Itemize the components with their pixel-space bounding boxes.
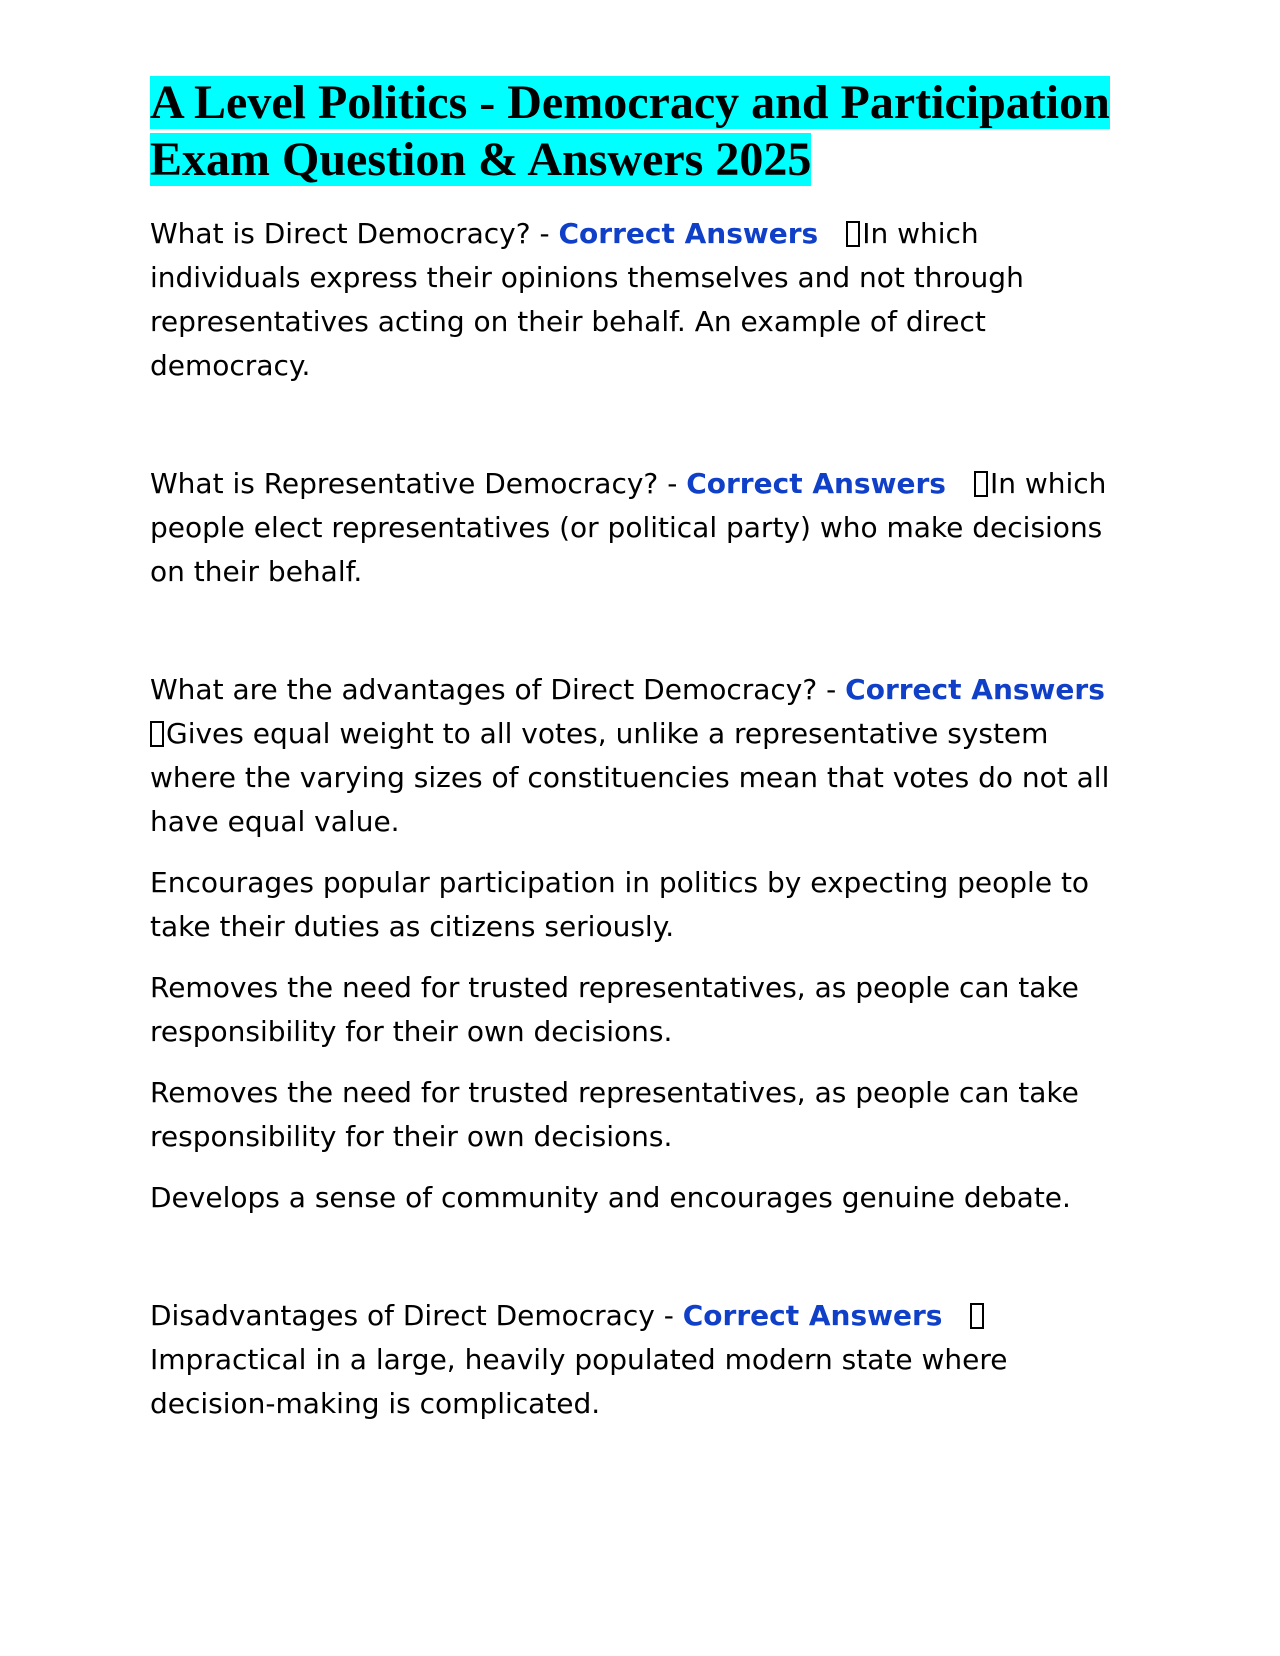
spacer bbox=[150, 844, 1130, 861]
missing-glyph-box-icon bbox=[846, 221, 860, 247]
advantage-paragraph: Removes the need for trusted representatives, as people can take responsibility for their own decisions. bbox=[150, 1076, 1079, 1153]
advantage-paragraph: Encourages popular participation in politics by expecting people to take their duties as citizens seriously. bbox=[150, 866, 1090, 943]
spacer bbox=[150, 388, 1130, 462]
correct-answers-label: Correct Answers bbox=[682, 1299, 943, 1332]
document-title-text: A Level Politics - Democracy and Participation Exam Question & Answers 2025 bbox=[150, 76, 1110, 186]
answer-text: Impractical in a large, heavily populated modern state where decision-making is complicated. bbox=[150, 1343, 1008, 1420]
question-text: Disadvantages of Direct Democracy - bbox=[150, 1299, 683, 1332]
advantage-paragraph: Removes the need for trusted representatives, as people can take responsibility for their own decisions. bbox=[150, 971, 1079, 1048]
qa-item-disadvantages-direct-democracy bbox=[150, 1294, 1130, 1426]
spacer bbox=[150, 1220, 1130, 1294]
spacer bbox=[150, 594, 1130, 668]
question-text: What are the advantages of Direct Democracy? - bbox=[150, 673, 846, 706]
document-title bbox=[150, 74, 1130, 188]
spacer bbox=[150, 949, 1130, 966]
document-page bbox=[150, 74, 1130, 1426]
correct-answers-label: Correct Answers bbox=[686, 467, 946, 500]
missing-glyph-box-icon bbox=[970, 1303, 984, 1329]
spacer bbox=[150, 1054, 1130, 1071]
question-text: What is Representative Democracy? - bbox=[150, 467, 687, 500]
qa-item-direct-democracy bbox=[150, 212, 1130, 388]
answer-text: In which individuals express their opinions themselves and not through representatives acting on their behalf. An example of direct democracy. bbox=[150, 217, 1024, 382]
answer-text: In which people elect representatives (or political party) who make decisions on their behalf. bbox=[150, 467, 1107, 588]
advantage-paragraph: Develops a sense of community and encourages genuine debate. bbox=[150, 1181, 1071, 1214]
question-text: What is Direct Democracy? - bbox=[150, 217, 559, 250]
answer-text: Gives equal weight to all votes, unlike a representative system where the varying sizes of constituencies mean that votes do not all have equal value. bbox=[150, 717, 1110, 838]
qa-item-advantages-direct-democracy bbox=[150, 668, 1130, 844]
correct-answers-label: Correct Answers bbox=[558, 217, 819, 250]
spacer bbox=[150, 1159, 1130, 1176]
qa-item-representative-democracy bbox=[150, 462, 1130, 594]
missing-glyph-box-icon bbox=[150, 721, 164, 747]
correct-answers-label: Correct Answers bbox=[845, 673, 1105, 706]
missing-glyph-box-icon bbox=[974, 471, 988, 497]
